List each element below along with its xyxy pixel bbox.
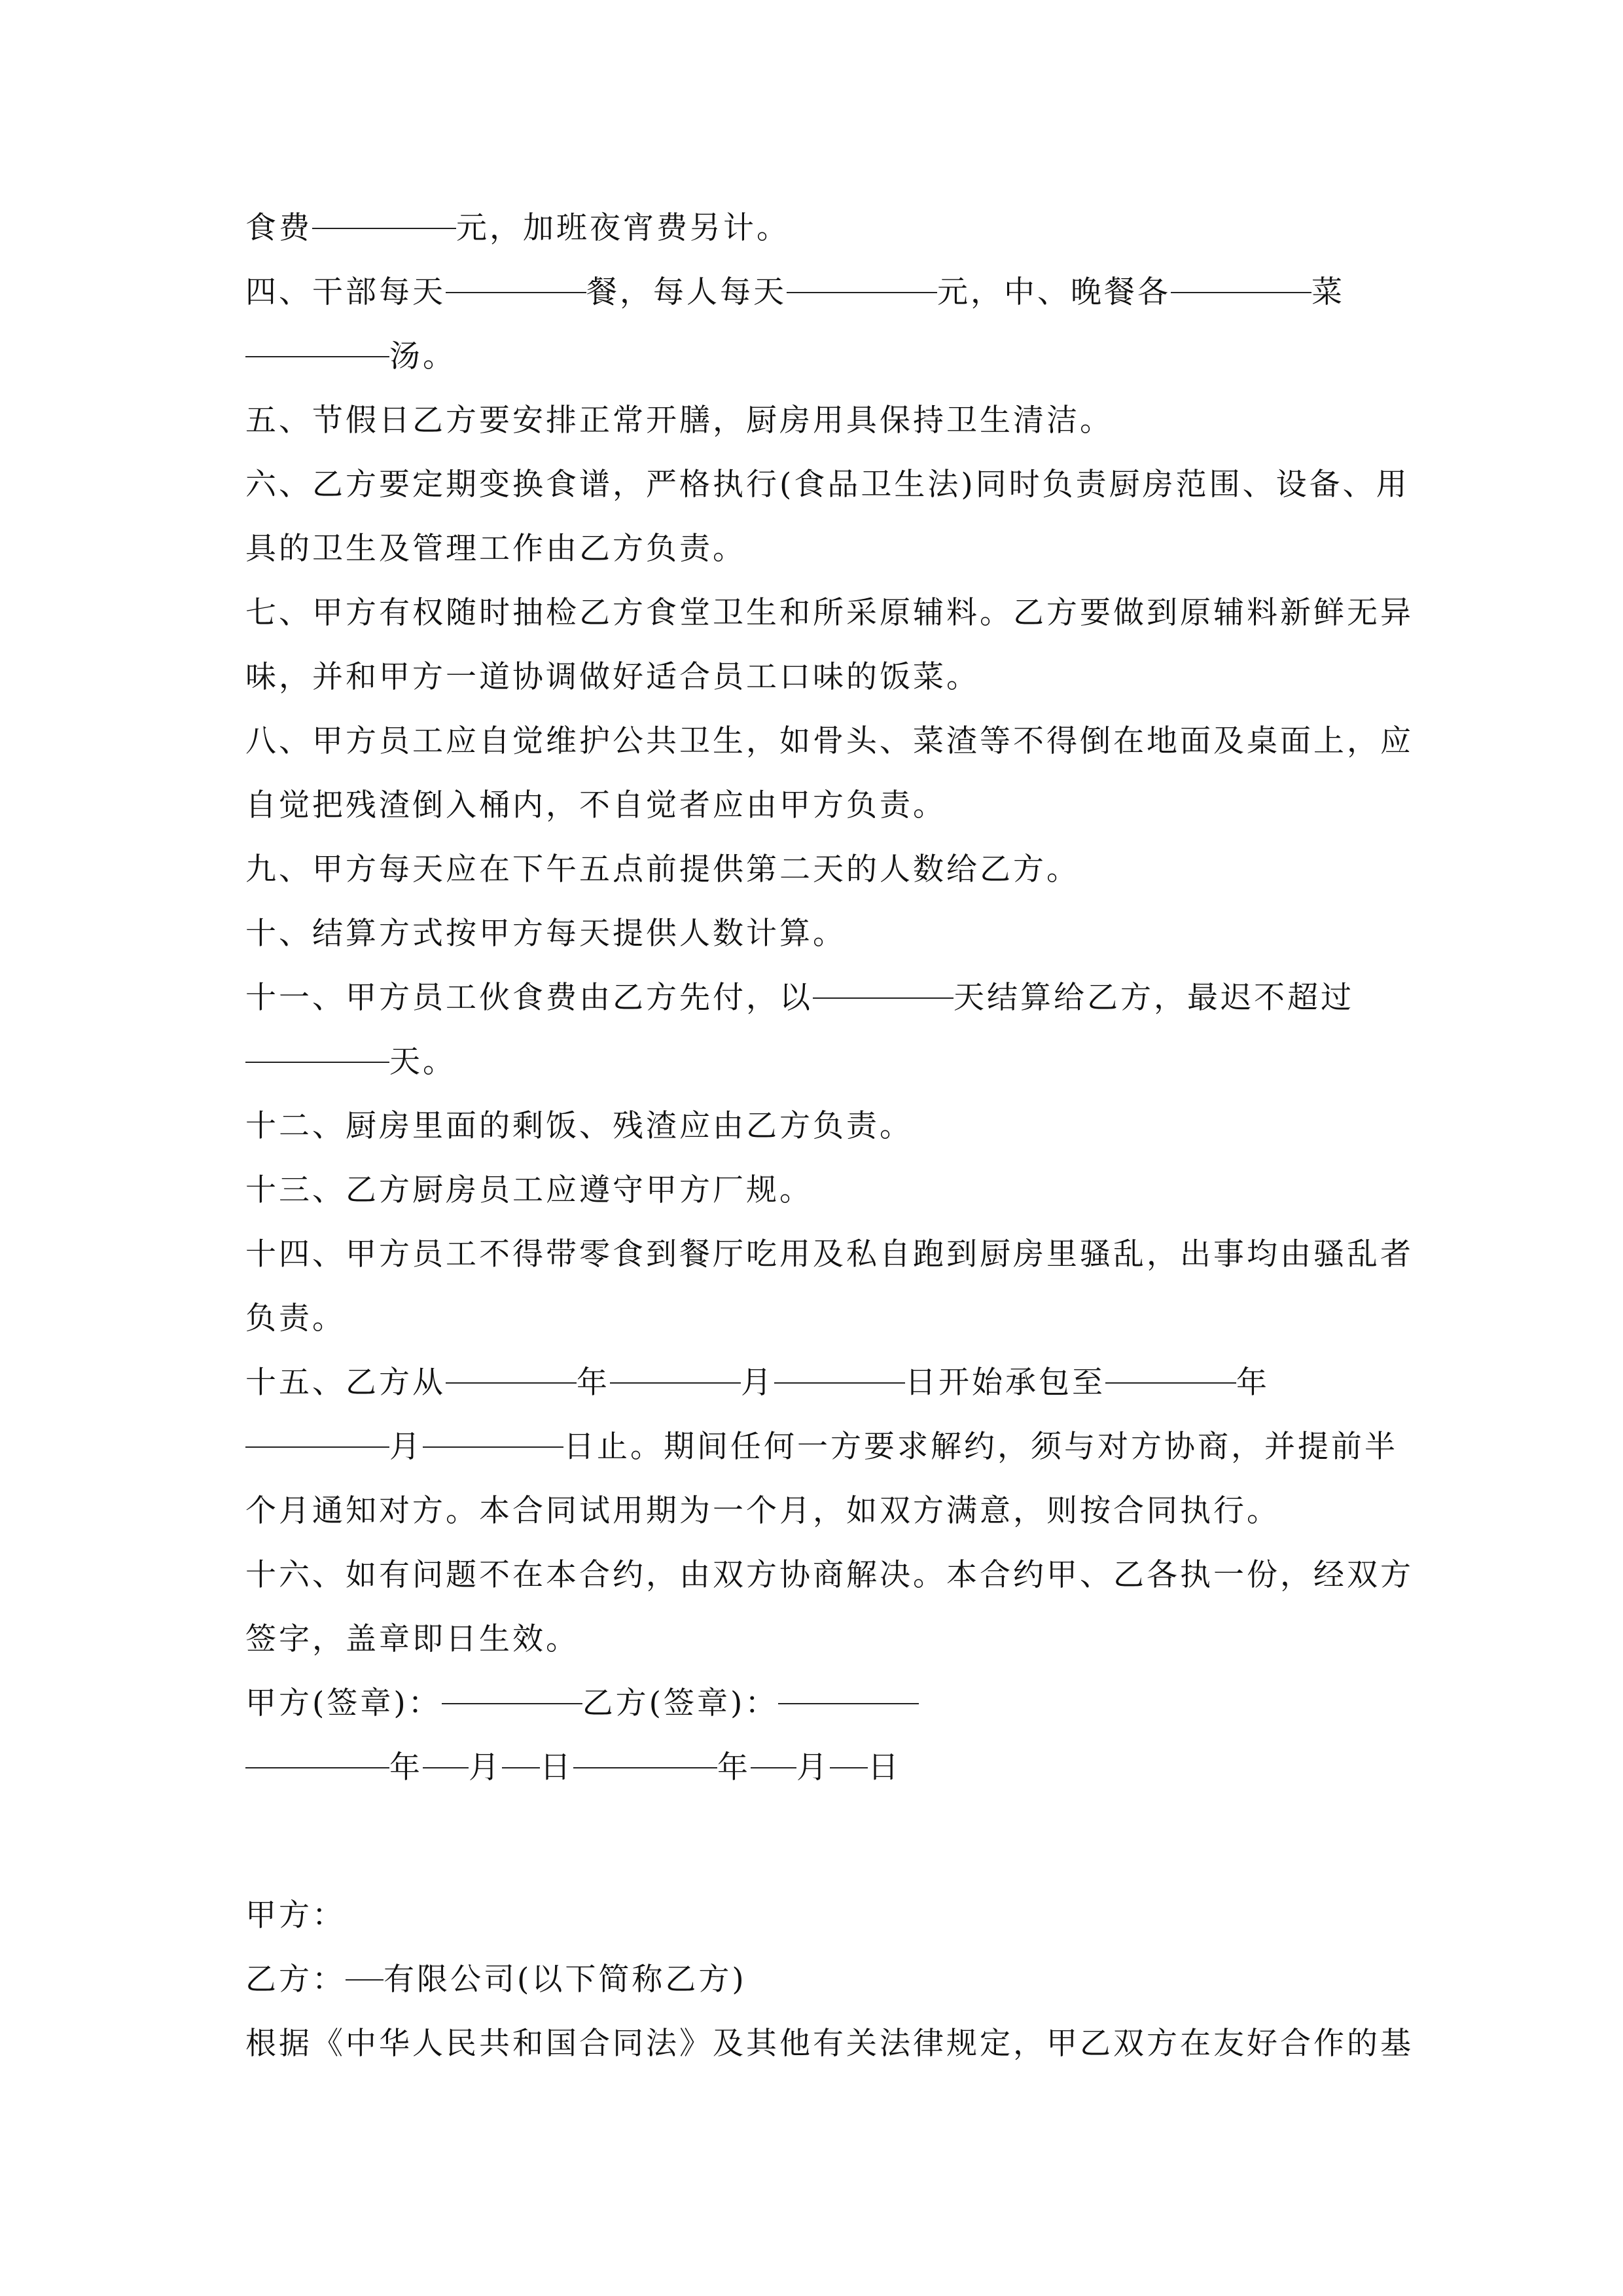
- text-line: 根据《中华人民共和国合同法》及其他有关法律规定，甲乙双方在友好合作的基: [245, 2026, 1414, 2062]
- blank-underline: [346, 1979, 383, 1981]
- text-line: 七、甲方有权随时抽检乙方食堂卫生和所采原辅料。乙方要做到原辅料新鲜无异: [245, 595, 1414, 631]
- blank-underline: [245, 1061, 389, 1063]
- blank-underline: [442, 1702, 582, 1704]
- text-line: 味，并和甲方一道协调做好适合员工口味的饭菜。: [245, 659, 980, 695]
- text-line: 九、甲方每天应在下午五点前提供第二天的人数给乙方。: [245, 852, 1080, 888]
- text-line: 五、节假日乙方要安排正常开膳，厨房用具保持卫生清洁。: [245, 403, 1113, 439]
- blank-underline: [502, 1767, 540, 1768]
- blank-underline: [774, 1382, 905, 1384]
- text-line: 月 日止。期间任何一方要求解约，须与对方协商，并提前半: [245, 1415, 1387, 1479]
- blank-underline: [1171, 291, 1311, 293]
- text-line: 十三、乙方厨房员工应遵守甲方厂规。: [245, 1172, 813, 1208]
- blank-underline: [446, 291, 586, 293]
- blank-underline: [245, 1767, 389, 1768]
- text-line: 具的卫生及管理工作由乙方负责。: [245, 531, 746, 567]
- blank-underline: [751, 1767, 796, 1768]
- text-line: 汤。: [245, 325, 1387, 389]
- blank-underline: [778, 1702, 919, 1704]
- blank-underline: [787, 291, 937, 293]
- blank-underline: [573, 1767, 717, 1768]
- text-line: 八、甲方员工应自觉维护公共卫生，如骨头、菜渣等不得倒在地面及桌面上，应: [245, 723, 1414, 759]
- blank-underline: [423, 1767, 469, 1768]
- text-line: 签字，盖章即日生效。: [245, 1621, 579, 1657]
- text-line: 十四、甲方员工不得带零食到餐厅吃用及私自跑到厨房里骚乱，出事均由骚乱者: [245, 1236, 1414, 1272]
- blank-underline: [830, 1767, 868, 1768]
- text-line: 乙方： 有限公司(以下简称乙方): [245, 1962, 747, 1998]
- text-line: 十、结算方式按甲方每天提供人数计算。: [245, 916, 846, 952]
- text-line: 自觉把残渣倒入桶内，不自觉者应由甲方负责。: [245, 787, 946, 823]
- signature-line: 甲方(签章)： 乙方(签章)：: [245, 1672, 1387, 1736]
- text-line: 六、乙方要定期变换食谱，严格执行(食品卫生法)同时负责厨房范围、设备、用: [245, 467, 1410, 503]
- date-line: 年 月 日 年 月 日: [245, 1736, 1387, 1800]
- text-line: 十六、如有问题不在本合约，由双方协商解决。本合约甲、乙各执一份，经双方: [245, 1557, 1414, 1593]
- text-line: 甲方：: [245, 1897, 346, 1933]
- blank-underline: [423, 1446, 563, 1448]
- text-line: 天。: [245, 1030, 1387, 1094]
- contract-page: [245, 196, 1414, 2076]
- blank-underline: [1105, 1382, 1236, 1384]
- text-line: 十一、甲方员工伙食费由乙方先付，以 天结算给乙方，最迟不超过: [245, 980, 1354, 1016]
- text-line: 食费 元，加班夜宵费另计。: [245, 210, 790, 246]
- blank-underline: [610, 1382, 741, 1384]
- paragraph-gap: [245, 1800, 1387, 1884]
- blank-underline: [245, 355, 389, 357]
- text-line: 个月通知对方。本合同试用期为一个月，如双方满意，则按合同执行。: [245, 1493, 1280, 1529]
- text-line: 十五、乙方从 年 月 日开始承包至 年: [245, 1365, 1270, 1401]
- blank-underline: [813, 997, 954, 999]
- text-line: 十二、厨房里面的剩饭、残渣应由乙方负责。: [245, 1108, 913, 1144]
- blank-underline: [312, 227, 456, 229]
- text-line: 负责。: [245, 1300, 346, 1336]
- text-line: 四、干部每天 餐，每人每天 元，中、晚餐各 菜: [245, 274, 1345, 310]
- blank-underline: [245, 1446, 389, 1448]
- blank-underline: [446, 1382, 577, 1384]
